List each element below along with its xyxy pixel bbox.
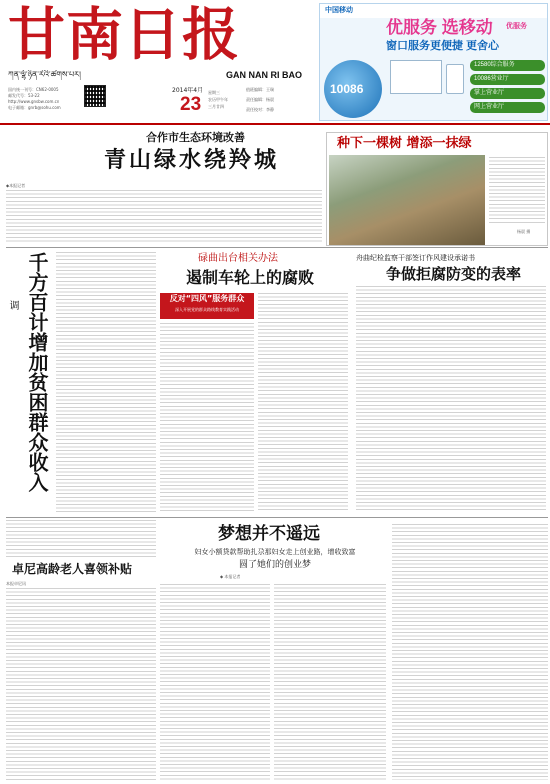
right-story-headline: 争做拒腐防变的表率 [386, 265, 522, 283]
qr-code [84, 85, 106, 107]
right-story-body [356, 286, 546, 512]
photo-box-title: 种下一棵树 增添一抹绿 [337, 136, 472, 151]
right-story-kicker: 舟曲纪检监察干部签订作风建设承诺书 [356, 254, 475, 262]
info-line: 国内统一刊号：CN62-0005 [8, 87, 59, 92]
info-line: 电子邮箱：gnrb@sohu.com [8, 105, 61, 110]
ad-service-item: 掌上营业厅 [470, 88, 545, 99]
bottom-story-byline: ◆ 本报记者 [220, 574, 241, 579]
left-story-headline [24, 252, 52, 514]
ad-headline: 优服务 选移动 [386, 18, 493, 37]
editor-line: 值班编辑：王瑞 [246, 87, 274, 92]
mid-story-body-col2 [258, 293, 348, 511]
left-story-kicker [6, 300, 20, 490]
issue-date: 2014年4月 [172, 87, 204, 94]
info-line: 邮发代号：53-22 [8, 93, 40, 98]
section-divider [6, 517, 548, 518]
bottom-story-subheadline: 圆了她们的创业梦 [238, 560, 311, 570]
left-story-kicker-text: 调 [7, 300, 18, 310]
ad-subline: 窗口服务更便捷 更舍心 [386, 40, 500, 52]
bottom-left-byline: 本报卓尼讯 [6, 581, 26, 586]
ad-service-item: 12580综合服务 [470, 60, 545, 71]
section-divider [6, 247, 548, 248]
issue-day: 23 [180, 94, 202, 115]
ad-laptop-graphic [390, 60, 442, 94]
info-line: http://www.gnsbw.com.cn [8, 99, 60, 104]
main-story-headline: 青山绿水绕羚城 [104, 147, 280, 173]
campaign-badge-sub: 深入开展党的群众路线教育实践活动 [175, 307, 239, 312]
ad-service-item: 10086营业厅 [470, 74, 545, 85]
advertisement [319, 3, 548, 121]
ad-service-item: 网上营业厅 [470, 102, 545, 113]
ad-brand-bar [320, 4, 548, 18]
left-story-headline-text: 千方百计增加贫困群众收入 [25, 252, 49, 492]
lunar-date: 三月廿四 [208, 104, 224, 109]
weekday: 星期三 [208, 90, 220, 95]
left-story-body-continued [6, 520, 156, 558]
tree-planting-photo [329, 155, 485, 245]
bottom-story-header [160, 524, 390, 582]
campaign-badge-title: 反对“四风”服务群众 [169, 294, 245, 303]
right-column-body [392, 524, 548, 780]
editor-line: 责任编辑：杨晨 [246, 97, 274, 102]
mid-story-body [160, 323, 254, 511]
ad-service-list [470, 60, 545, 116]
campaign-badge [160, 293, 254, 319]
masthead-divider [0, 123, 550, 125]
mid-story-kicker: 碌曲出台相关办法 [198, 253, 278, 264]
bottom-story-headline: 梦想并不遥远 [218, 524, 320, 544]
masthead-tibetan: ཀན་ལྷོ་ཉིན་རེའི་ཚགས་པར། [8, 70, 81, 79]
photo-credit: 杨晨 摄 [517, 229, 531, 234]
bottom-story-body-col2 [274, 584, 386, 780]
photo-box [326, 132, 548, 246]
bottom-left-body [6, 588, 156, 780]
proof-line: 责任校对：李静 [246, 107, 274, 112]
lunar-date: 农历甲午年 [208, 97, 228, 102]
bottom-story-body [160, 584, 270, 780]
photo-caption-body [489, 157, 545, 223]
masthead-pinyin: GAN NAN RI BAO [226, 70, 302, 80]
main-story-kicker: 合作市生态环境改善 [146, 131, 245, 144]
mid-story-headline: 遏制车轮上的腐败 [186, 268, 315, 287]
ad-brand: 中国移动 [325, 7, 353, 14]
ad-hotline: 10086 [330, 82, 364, 96]
bottom-story-subheadline: 妇女小额贷款帮助扎尕那妇女走上创业路，增收致富 [194, 548, 356, 556]
main-story-body [6, 190, 322, 244]
masthead-title: 甘南日报 [8, 1, 240, 68]
ad-logo: 优服务 [506, 23, 527, 30]
left-story-body [56, 252, 156, 514]
bottom-left-headline: 卓尼高龄老人喜领补贴 [12, 562, 133, 576]
main-story-byline: ◆本报记者 [6, 183, 26, 188]
ad-phone-graphic [446, 64, 464, 94]
